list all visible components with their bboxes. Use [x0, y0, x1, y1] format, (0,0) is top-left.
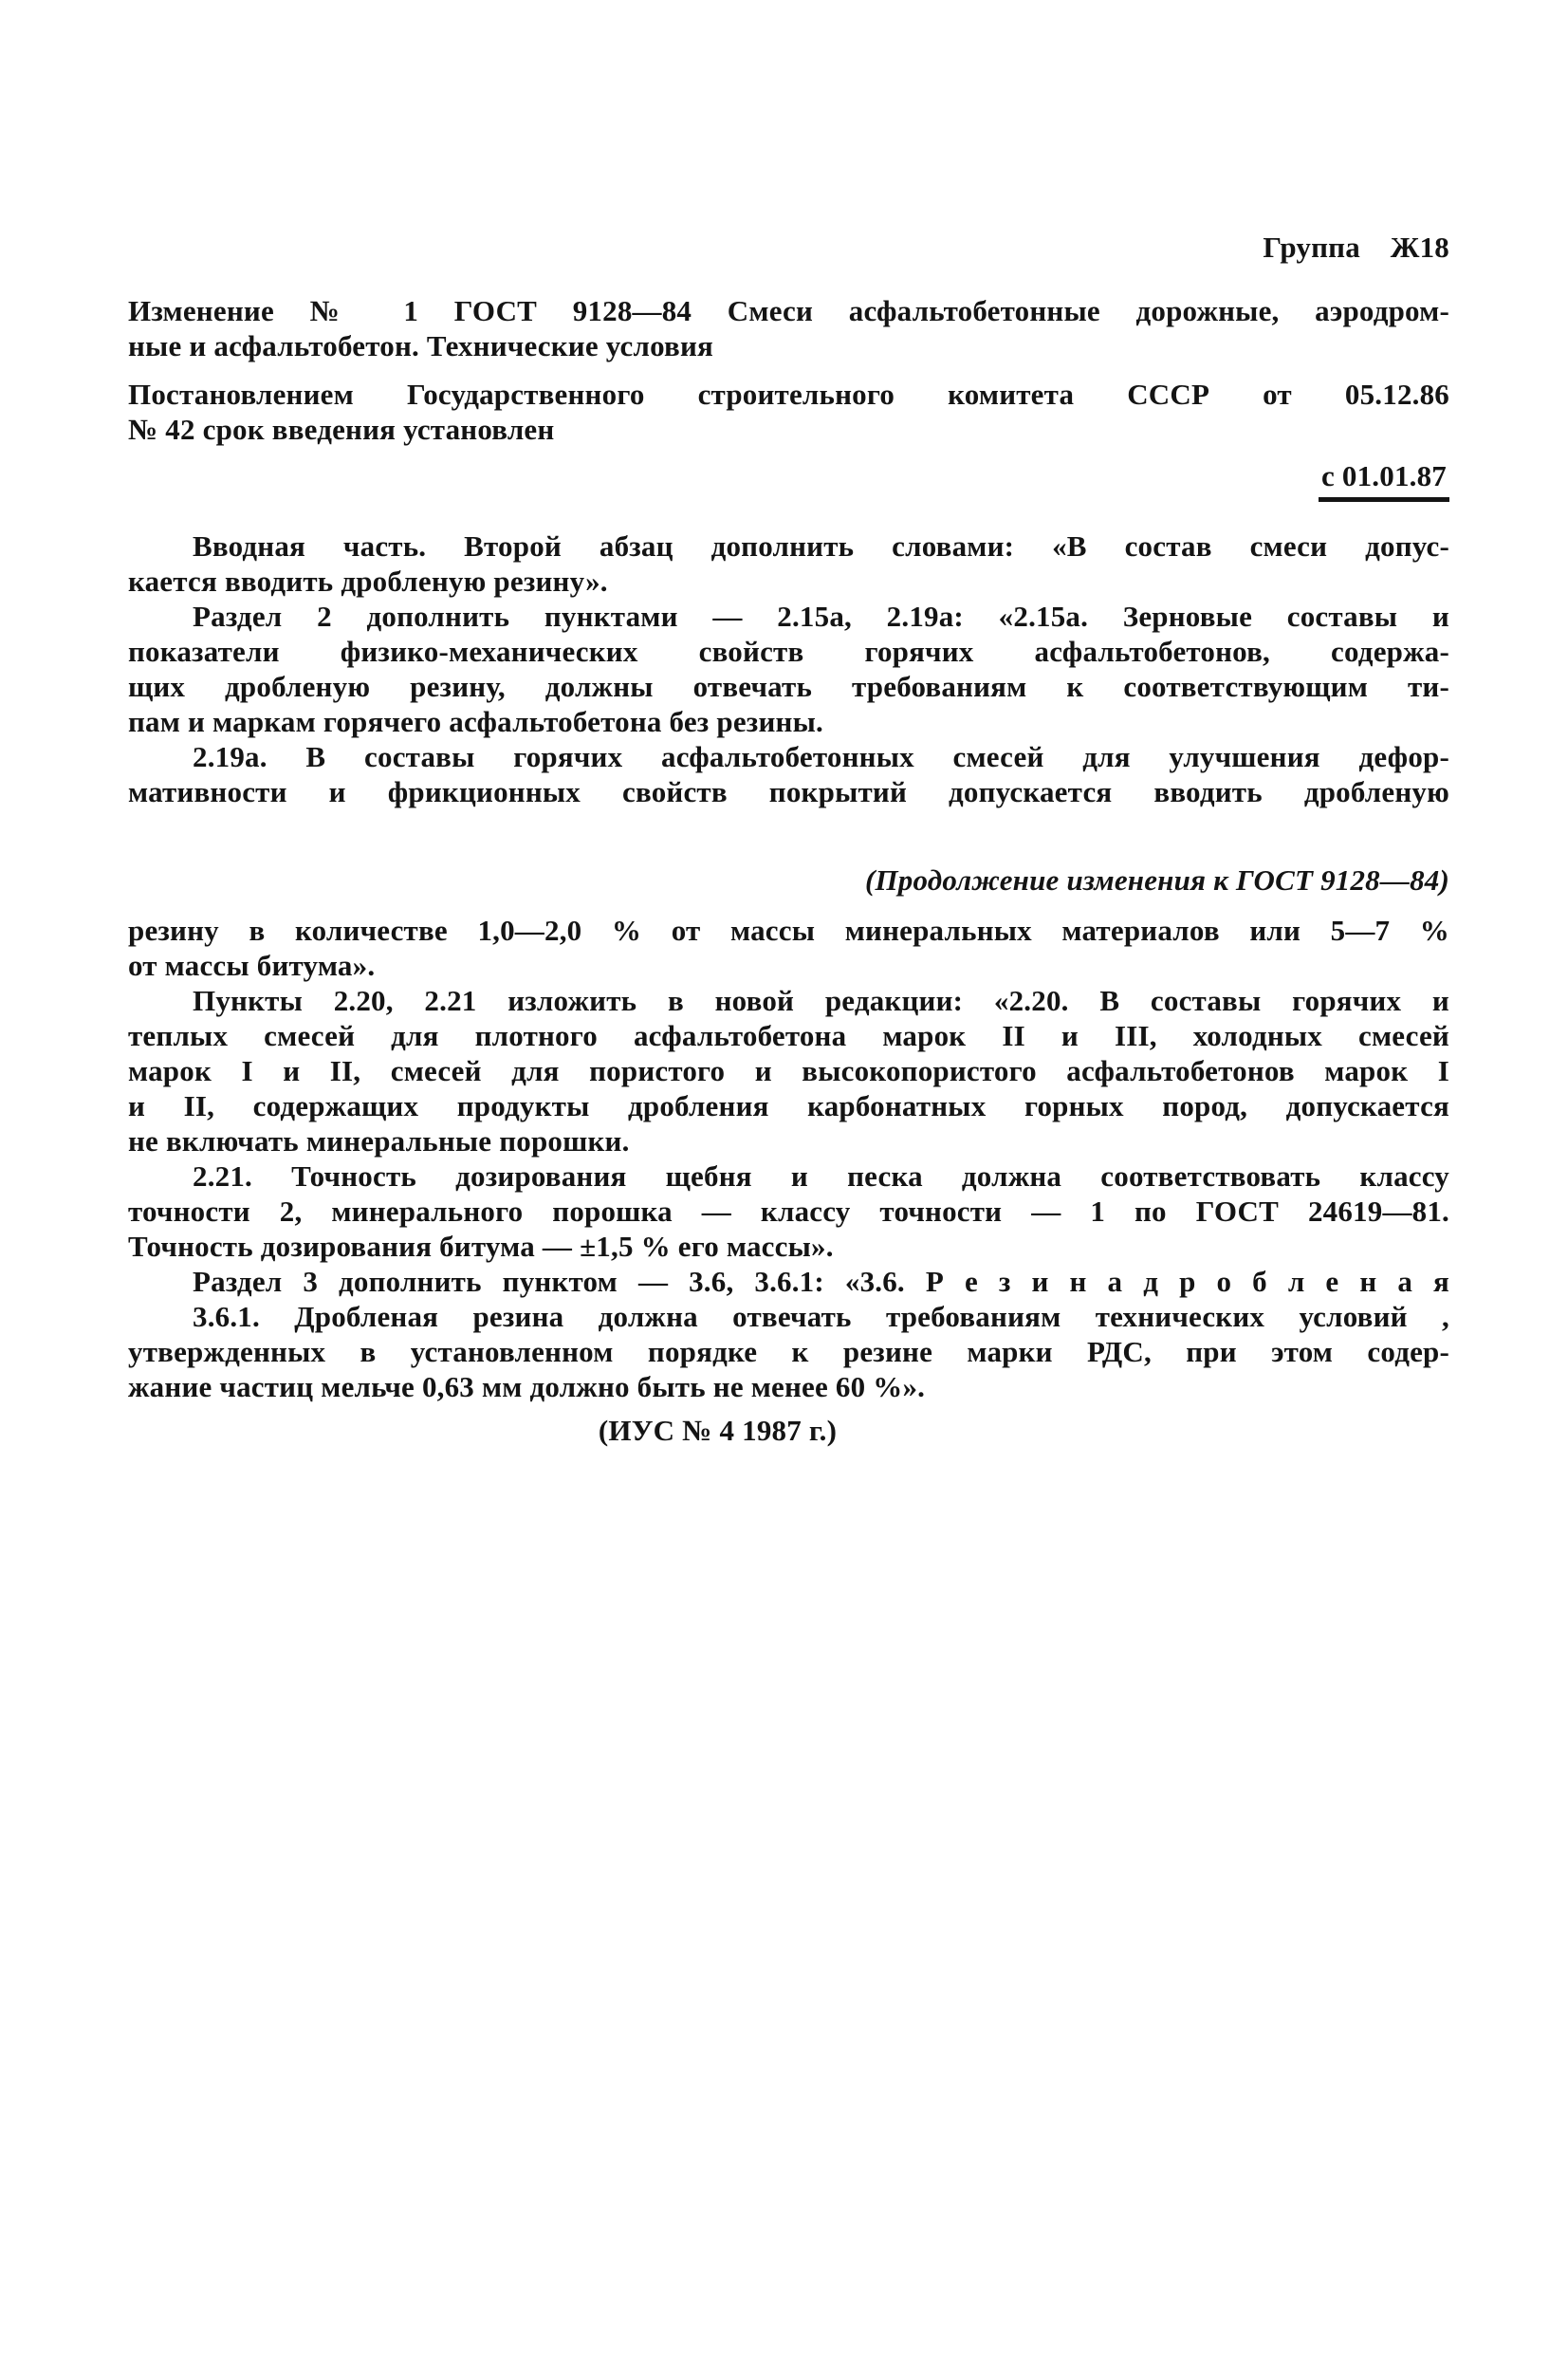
paragraph-line: 2.21. Точность дозирования щебня и песка должна соответствовать классу	[193, 1159, 1449, 1193]
paragraph-line: кается вводить дробленую резину».	[128, 565, 608, 598]
decree-line: № 42 срок введения установлен	[128, 413, 555, 446]
paragraph-line: Пункты 2.20, 2.21 изложить в новой редакции: «2.20. В составы горячих и	[193, 984, 1449, 1017]
paragraph-line: пам и маркам горячего асфальтобетона без резины.	[128, 705, 823, 738]
paragraph-line: щих дробленую резину, должны отвечать требованиям к соответствующим ти-	[128, 670, 1449, 703]
title-line: ные и асфальтобетон. Технические условия	[128, 329, 713, 362]
title-line: Изменение № 1 ГОСТ 9128—84 Смеси асфальтобетонные дорожные, аэродром-	[128, 294, 1449, 327]
paragraph-line: марок I и II, смесей для пористого и высокопористого асфальтобетонов марок I	[128, 1054, 1449, 1087]
paragraph-line: мативности и фрикционных свойств покрытий допускается вводить дробленую	[128, 775, 1449, 808]
paragraph-line: жание частиц мельче 0,63 мм должно быть не менее 60 %».	[128, 1370, 926, 1403]
paragraph-line: Раздел 2 дополнить пунктами — 2.15а, 2.19а: «2.15а. Зерновые составы и	[193, 600, 1449, 633]
paragraph-line: точности 2, минерального порошка — классу точности — 1 по ГОСТ 24619—81.	[128, 1195, 1449, 1228]
document-content	[128, 230, 1449, 1448]
effective-date-line	[128, 458, 1449, 502]
paragraph-section-3	[128, 1264, 1449, 1299]
paragraph-line: показатели физико-механических свойств горячих асфальтобетонов, содержа-	[128, 635, 1449, 668]
paragraph-line: теплых смесей для плотного асфальтобетона марок II и III, холодных смесей	[128, 1019, 1449, 1052]
effective-date: с 01.01.87	[1319, 458, 1449, 502]
paragraph-intro-part	[128, 528, 1449, 599]
paragraph-3-6-1	[128, 1299, 1449, 1404]
paragraph-line: Раздел 3 дополнить пунктом — 3.6, 3.6.1: «3.6. Р е з и н а д р о б л е н а я	[193, 1265, 1449, 1298]
document-title	[128, 293, 1449, 363]
decree-statement	[128, 377, 1449, 447]
paragraph-line: резину в количестве 1,0—2,0 % от массы минеральных материалов или 5—7 %	[128, 914, 1449, 947]
paragraph-line: и II, содержащих продукты дробления карбонатных горных пород, допускается	[128, 1089, 1449, 1122]
paragraph-line: 3.6.1. Дробленая резина должна отвечать требованиям технических условий ,	[193, 1300, 1449, 1333]
paragraph-2-19a	[128, 739, 1449, 809]
ius-note: (ИУС № 4 1987 г.)	[598, 1414, 838, 1447]
paragraph-line: утвержденных в установленном порядке к резине марки РДС, при этом содер-	[128, 1335, 1449, 1368]
continuation-note: (Продолжение изменения к ГОСТ 9128—84)	[864, 863, 1449, 897]
group-code: Группа Ж18	[1263, 231, 1449, 264]
paragraph-section-2	[128, 599, 1449, 739]
paragraph-2-20	[128, 983, 1449, 1158]
paragraph-continuation	[128, 913, 1449, 983]
decree-line: Постановлением Государственного строительного комитета СССР от 05.12.86	[128, 378, 1449, 411]
paragraph-line: Вводная часть. Второй абзац дополнить словами: «В состав смеси допус-	[193, 529, 1449, 563]
paragraph-line: от массы битума».	[128, 949, 376, 982]
paragraph-line: не включать минеральные порошки.	[128, 1124, 630, 1158]
paragraph-2-21	[128, 1158, 1449, 1264]
paragraph-line: Точность дозирования битума — ±1,5 % его массы».	[128, 1230, 834, 1263]
paragraph-line: 2.19а. В составы горячих асфальтобетонных смесей для улучшения дефор-	[193, 740, 1449, 773]
